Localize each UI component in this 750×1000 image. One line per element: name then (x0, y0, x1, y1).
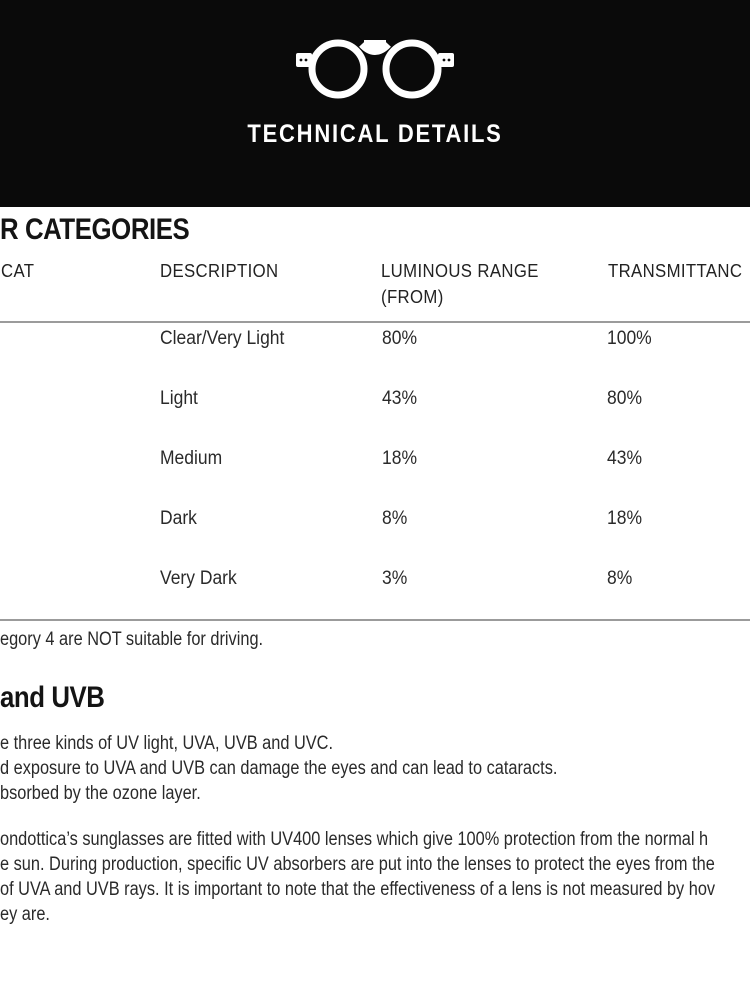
glasses-icon (290, 32, 460, 100)
cell-luminous-range: 8% (382, 508, 408, 529)
header-banner (0, 0, 750, 207)
filter-categories-heading: R CATEGORIES (0, 213, 190, 246)
uv-paragraph1-line1: e three kinds of UV light, UVA, UVB and UVC. (0, 733, 334, 754)
uv-paragraph1-line3: bsorbed by the ozone layer. (0, 783, 201, 804)
cell-transmittance: 8% (607, 568, 633, 589)
cell-luminous-range: 43% (382, 388, 417, 409)
cell-description: Medium (160, 448, 223, 469)
cell-luminous-range: 3% (382, 568, 408, 589)
table-header-transmittance (608, 258, 742, 284)
cell-transmittance: 100% (607, 328, 652, 349)
table-header-description (160, 258, 279, 284)
table-header-transmittance-label: TRANSMITTANC (608, 261, 743, 281)
uv-heading: and UVB (0, 681, 105, 714)
table-header-description-label: DESCRIPTION (160, 261, 279, 281)
table-row (0, 387, 750, 411)
cell-description: Light (160, 388, 198, 409)
cell-transmittance: 43% (607, 448, 642, 469)
cell-transmittance: 18% (607, 508, 642, 529)
table-row (0, 447, 750, 471)
table-header-luminous-range (381, 258, 539, 310)
cell-transmittance: 80% (607, 388, 642, 409)
table-top-rule (0, 321, 750, 323)
uv-paragraph2-line1: ondottica’s sunglasses are fitted with UV400 lenses which give 100% protection from the normal h (0, 829, 709, 850)
cell-description: Clear/Very Light (160, 328, 285, 349)
banner-title-text: TECHNICAL DETAILS (247, 120, 503, 148)
table-row (0, 567, 750, 591)
cell-description: Dark (160, 508, 197, 529)
table-bottom-rule (0, 619, 750, 621)
cell-luminous-range: 80% (382, 328, 417, 349)
cell-description: Very Dark (160, 568, 237, 589)
table-row (0, 507, 750, 531)
driving-note: egory 4 are NOT suitable for driving. (0, 629, 264, 650)
uv-paragraph2-line3: of UVA and UVB rays. It is important to note that the effectiveness of a lens is not measured by hov (0, 879, 716, 900)
uv-paragraph1-line2: d exposure to UVA and UVB can damage the eyes and can lead to cataracts. (0, 758, 558, 779)
banner-title (0, 120, 750, 149)
table-header-luminous-range-line1: LUMINOUS RANGE (381, 261, 539, 281)
uv-paragraph2-line4: ey are. (0, 904, 50, 925)
table-header-luminous-range-line2: (FROM) (381, 287, 444, 307)
uv-paragraph2-line2: e sun. During production, specific UV absorbers are put into the lenses to protect the eyes from the (0, 854, 715, 875)
cell-luminous-range: 18% (382, 448, 417, 469)
table-row (0, 327, 750, 351)
table-header-cat (1, 258, 34, 284)
table-header-cat-label: CAT (1, 261, 35, 281)
